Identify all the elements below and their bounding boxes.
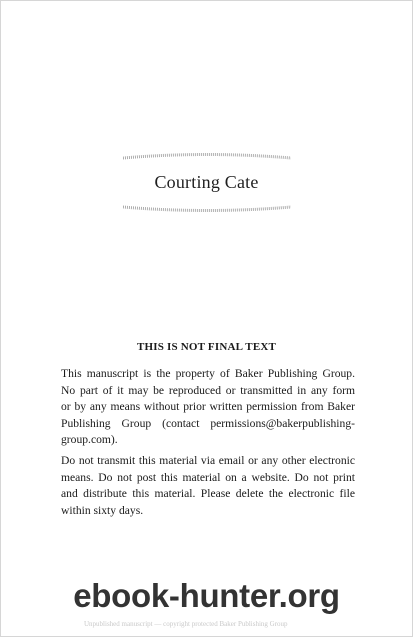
paragraph-line: and distribute this material. Please delete the electronic file <box>61 487 355 501</box>
notice-paragraph-ownership <box>61 366 355 449</box>
notice-paragraph-distribution <box>61 453 355 519</box>
notice-heading: THIS IS NOT FINAL TEXT <box>136 341 277 353</box>
paragraph-line: No part of it may be reproduced or transmitted in any form <box>61 383 355 397</box>
top-ornament <box>123 152 291 164</box>
book-title: Courting Cate <box>154 172 259 192</box>
paragraph-line: within sixty days. <box>61 503 144 517</box>
paragraph-line: Do not transmit this material via email or any other electronic <box>61 454 355 467</box>
watermark: ebook-hunter.org <box>73 577 340 614</box>
footer-faint-text: Unpublished manuscript — copyright protected Baker Publishing Group <box>84 620 288 628</box>
paragraph-line: This manuscript is the property of Baker Publishing Group. <box>61 367 355 380</box>
bottom-ornament <box>123 203 291 215</box>
paragraph-line: Publishing Group (contact permissions@bakerpublishing- <box>61 416 355 430</box>
paragraph-line: group.com). <box>61 433 118 447</box>
paragraph-line: means. Do not post this material on a website. Do not print <box>61 470 355 484</box>
paragraph-line: or by any means without prior written permission from Baker <box>61 400 355 414</box>
